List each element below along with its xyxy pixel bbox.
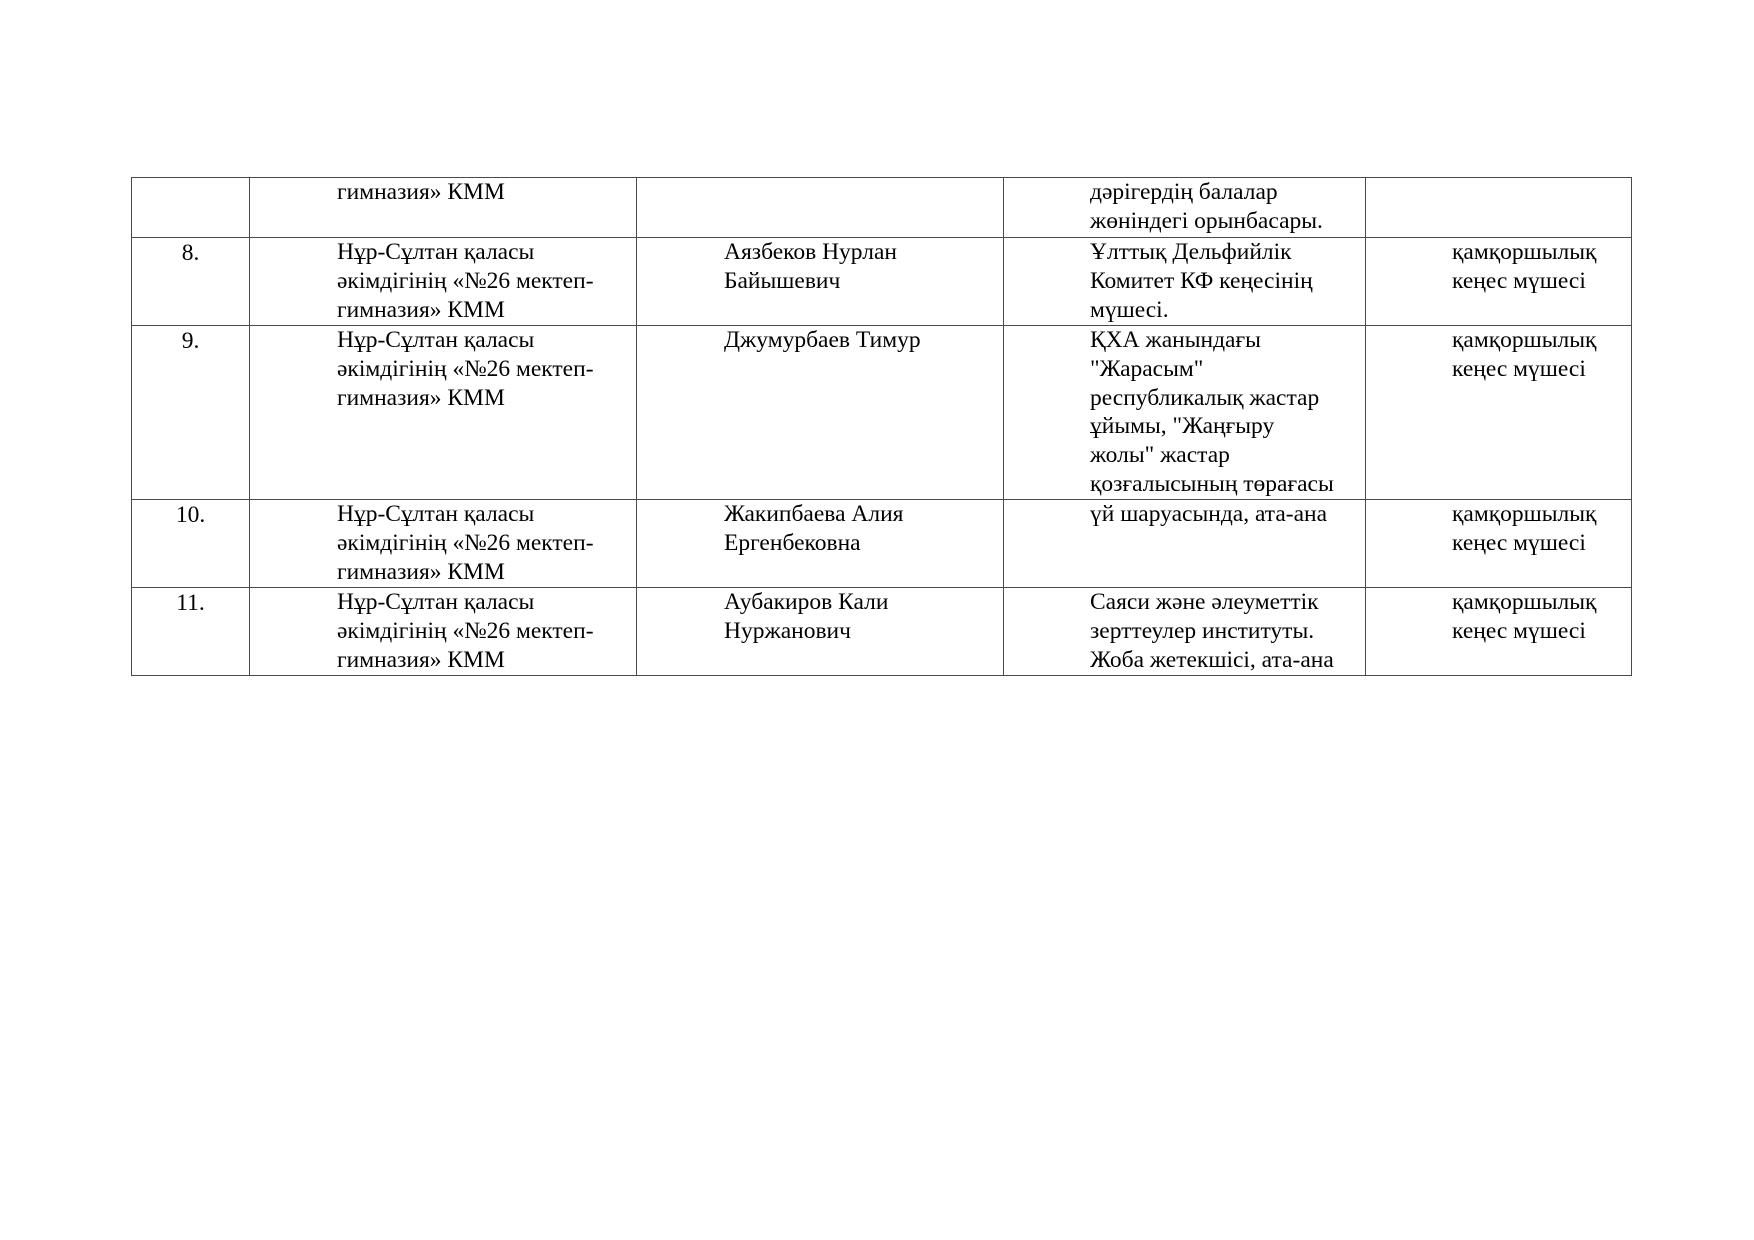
row-number: 11. [176, 590, 205, 616]
position-text: дәрігердің балалар жөніндегі орынбасары. [1090, 179, 1323, 234]
person-name: Аубакиров Кали Нуржанович [724, 589, 889, 644]
position-cell [1004, 588, 1366, 676]
position-cell [1004, 238, 1366, 326]
row-number: 9. [181, 328, 200, 354]
organization-cell [250, 588, 637, 676]
role-cell [1366, 178, 1632, 238]
name-cell [637, 588, 1004, 676]
organization-cell [250, 178, 637, 238]
row-number-cell [132, 500, 250, 588]
role-text: қамқоршылық кеңес мүшесі [1452, 589, 1597, 644]
position-cell [1004, 326, 1366, 500]
role-cell [1366, 238, 1632, 326]
organization-text: Нұр-Сұлтан қаласы әкімдігінің «№26 мектеп- гимназия» КММ [337, 327, 594, 411]
role-text: қамқоршылық кеңес мүшесі [1452, 501, 1597, 556]
row-number-cell [132, 238, 250, 326]
role-text: қамқоршылық кеңес мүшесі [1452, 327, 1597, 382]
position-cell [1004, 178, 1366, 238]
table-row [132, 500, 1632, 588]
position-text: ҚХА жанындағы "Жарасым" республикалық жастар ұйымы, "Жаңғыру жолы" жастар қозғалысының төрағасы [1090, 327, 1334, 497]
row-number [132, 178, 249, 179]
role-cell [1366, 588, 1632, 676]
row-number: 10. [175, 502, 206, 528]
position-cell [1004, 500, 1366, 588]
table-row [132, 588, 1632, 676]
table-row [132, 238, 1632, 326]
name-cell [637, 326, 1004, 500]
row-number: 8. [181, 240, 200, 266]
position-text: Саяси және әлеуметтік зерттеулер институты. Жоба жетекшісі, ата-ана [1090, 589, 1334, 673]
position-text: Ұлттық Дельфийлік Комитет КФ кеңесінің мүшесі. [1090, 239, 1313, 323]
table-row [132, 178, 1632, 238]
organization-text: гимназия» КММ [337, 179, 505, 205]
row-number-cell [132, 178, 250, 238]
person-name: Жакипбаева Алия Ергенбековна [724, 501, 904, 556]
row-number-cell [132, 326, 250, 500]
organization-text: Нұр-Сұлтан қаласы әкімдігінің «№26 мектеп- гимназия» КММ [337, 239, 594, 323]
organization-text: Нұр-Сұлтан қаласы әкімдігінің «№26 мектеп- гимназия» КММ [337, 501, 594, 585]
row-number-cell [132, 588, 250, 676]
name-cell [637, 238, 1004, 326]
organization-text: Нұр-Сұлтан қаласы әкімдігінің «№26 мектеп- гимназия» КММ [337, 589, 594, 673]
role-cell [1366, 326, 1632, 500]
name-cell [637, 178, 1004, 238]
organization-cell [250, 238, 637, 326]
role-text: қамқоршылық кеңес мүшесі [1452, 239, 1597, 294]
name-cell [637, 500, 1004, 588]
organization-cell [250, 326, 637, 500]
members-table [131, 177, 1632, 676]
organization-cell [250, 500, 637, 588]
position-text: үй шаруасында, ата-ана [1090, 501, 1328, 527]
table-row [132, 326, 1632, 500]
person-name: Аязбеков Нурлан Байышевич [724, 239, 897, 294]
role-cell [1366, 500, 1632, 588]
person-name: Джумурбаев Тимур [724, 327, 921, 353]
